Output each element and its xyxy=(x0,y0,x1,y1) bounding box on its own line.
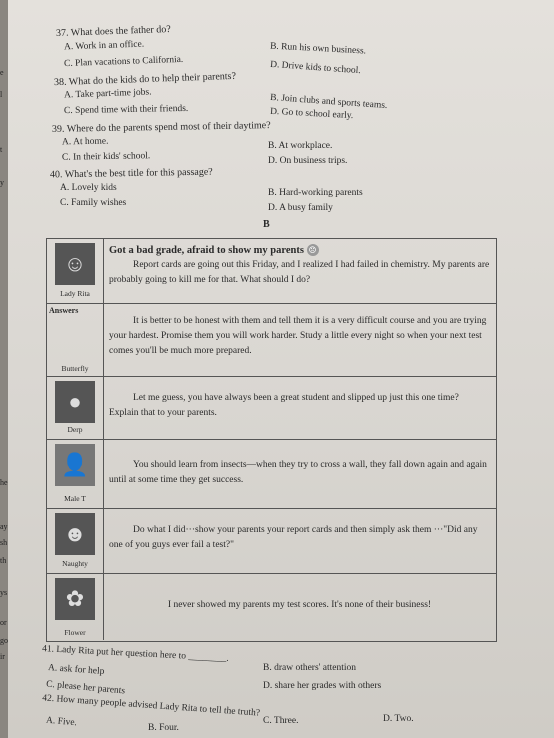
option-41a: A. ask for help xyxy=(47,663,105,677)
option-41b: B. draw others' attention xyxy=(263,663,356,673)
option-37c: C. Plan vacations to California. xyxy=(63,54,184,70)
margin-fragment: l xyxy=(0,90,3,99)
answer-row xyxy=(47,509,496,574)
forum-table xyxy=(46,238,497,642)
question-37: 37. What does the father do? xyxy=(55,24,171,39)
option-42a: A. Five. xyxy=(45,715,78,729)
margin-fragment: ir xyxy=(0,652,5,661)
option-42d: D. Two. xyxy=(383,714,414,724)
option-39a: A. At home. xyxy=(61,136,109,148)
sad-face-icon: ☹ xyxy=(308,245,317,255)
option-37b: B. Run his own business. xyxy=(269,41,367,57)
answer-row xyxy=(47,440,496,509)
option-38a: A. Take part-time jobs. xyxy=(63,87,152,101)
option-40d: D. A busy family xyxy=(268,203,333,213)
username: Lady Rita xyxy=(60,289,90,298)
margin-fragment: e xyxy=(0,68,4,77)
question-41: 41. Lady Rita put her question here to ________. xyxy=(41,644,229,664)
margin-fragment: t xyxy=(0,145,3,154)
forum-question xyxy=(109,243,490,288)
option-38c: C. Spend time with their friends. xyxy=(63,103,189,117)
avatar-cell xyxy=(47,239,104,303)
margin-fragment: or xyxy=(0,618,7,627)
username: Butterfly xyxy=(61,364,89,373)
option-41c: C. please her parents xyxy=(45,679,126,697)
answer-text: It is better to be honest with them and tell them it is a very difficult course and you are trying your hardest. Promise them you will work harder. Study a little every night so when your next test comes you'll be much more prepared. xyxy=(109,316,487,356)
option-38b: B. Join clubs and sports teams. xyxy=(269,92,388,112)
question-39: 39. Where do the parents spend most of their daytime? xyxy=(51,120,271,135)
option-42c: C. Three. xyxy=(263,716,299,726)
user-avatar-icon: ☺ xyxy=(55,243,95,285)
username: Flower xyxy=(64,628,86,637)
margin-fragment: sh xyxy=(0,538,8,547)
option-39c: C. In their kids' school. xyxy=(61,151,151,163)
option-39d: D. On business trips. xyxy=(268,156,348,166)
answer-row xyxy=(47,304,496,377)
flower-avatar-icon: ✿ xyxy=(55,578,95,620)
question-42: 42. How many people advised Lady Rita to tell the truth? xyxy=(41,693,261,719)
avatar-cell xyxy=(47,440,104,508)
exam-page xyxy=(8,0,554,738)
option-37d: D. Drive kids to school. xyxy=(269,59,362,77)
answer-text: You should learn from insects—when they try to cross a wall, they fall down again and again until at some time they get success. xyxy=(109,460,487,485)
post-body: Report cards are going out this Friday, and I realized I had failed in chemistry. My parents are probably going to kill me for that. What should I do? xyxy=(109,260,490,285)
option-41d: D. share her grades with others xyxy=(263,681,382,691)
margin-fragment: ys xyxy=(0,588,8,597)
margin-fragment: go xyxy=(0,636,8,645)
section-heading: B xyxy=(263,219,270,230)
avatar-cell xyxy=(47,509,104,573)
previous-page-edge xyxy=(0,0,8,738)
answer-row xyxy=(47,574,496,640)
option-40c: C. Family wishes xyxy=(60,198,127,208)
answer-text: I never showed my parents my test scores. It's none of their business! xyxy=(167,600,432,610)
answer-text: Do what I did···show your parents your report cards and then simply ask them ···"Did any one of you guys ever fail a test?" xyxy=(109,525,478,550)
avatar-cell xyxy=(47,574,104,640)
username: Male T xyxy=(64,494,86,503)
answer-row xyxy=(47,377,496,440)
margin-fragment: th xyxy=(0,556,7,565)
option-40b: B. Hard-working parents xyxy=(268,188,363,198)
question-38: 38. What do the kids do to help their parents? xyxy=(53,70,237,89)
username: Naughty xyxy=(62,559,88,568)
margin-fragment: y xyxy=(0,178,4,187)
user-avatar-icon: ☻ xyxy=(55,513,95,555)
forum-question-row xyxy=(47,239,496,304)
answers-label: Answers xyxy=(49,306,79,315)
margin-fragment: he xyxy=(0,478,8,487)
username: Derp xyxy=(67,425,83,434)
option-40a: A. Lovely kids xyxy=(60,183,117,193)
avatar-cell xyxy=(47,304,104,376)
avatar-cell xyxy=(47,377,104,439)
option-37a: A. Work in an office. xyxy=(63,39,145,53)
question-40: 40. What's the best title for this passage? xyxy=(49,166,213,181)
post-title: Got a bad grade, afraid to show my parents ☹ xyxy=(109,245,317,256)
user-avatar-icon: ● xyxy=(55,381,95,423)
option-39b: B. At workplace. xyxy=(268,141,333,151)
option-42b: B. Four. xyxy=(148,723,179,733)
default-user-icon: 👤 xyxy=(55,444,95,486)
answer-text: Let me guess, you have always been a great student and slipped up just this one time? Explain that to your parents. xyxy=(109,393,459,418)
margin-fragment: ay xyxy=(0,522,8,531)
option-38d: D. Go to school early. xyxy=(269,106,354,122)
